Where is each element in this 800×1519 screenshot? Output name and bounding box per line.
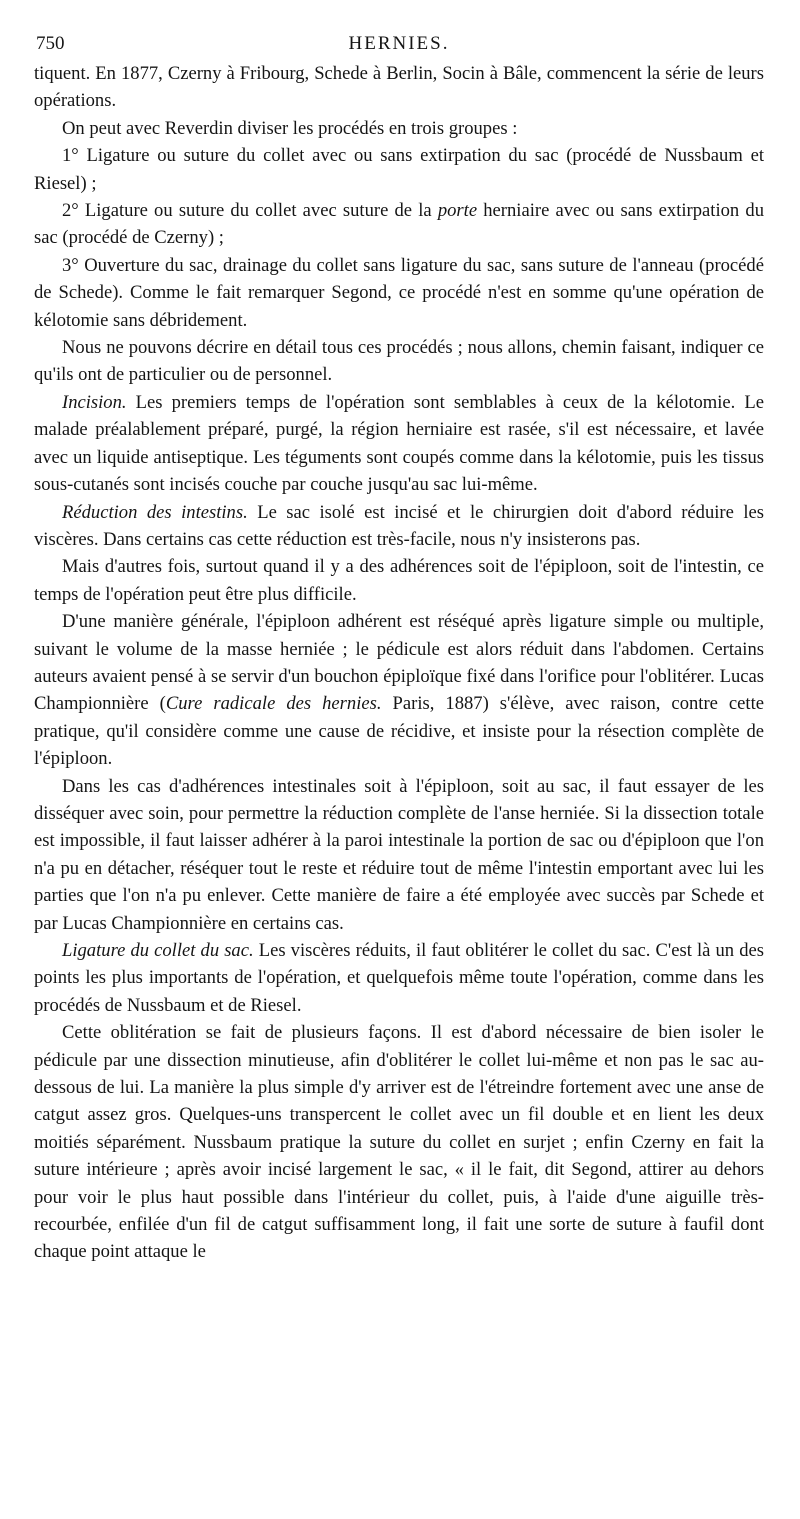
heading-incision: Incision. [62,391,127,413]
paragraph-ligature: Ligature du collet du sac. Les viscères réduits, il faut oblitérer le collet du sac. C'est là un des points les plus importants de l'opération, et quelquefois même toute l'opération, comme dans les procédés de Nussbaum et de Riesel. [34,940,764,1016]
section-title: HERNIES. [348,33,450,54]
paragraph-intestinal-adhesions: Dans les cas d'adhérences intestinales soit à l'épiploon, soit au sac, il faut essayer de les disséquer avec soin, pour permettre la réduction complète de l'anse herniée. Si la dissection totale est impossible, il faut laisser adhérer à la paroi intestinale la portion de sac ou d'épiploon que l'on n'a pu en détacher, réséquer tout le reste et réduire tout de même l'intestin emportant avec lui les parties que l'on n'a pu enlever. Cette manière de faire a été employée avec succès par Schede et par Lucas Championnière en certains cas. [34,775,764,934]
paragraph-obliteration: Cette oblitération se fait de plusieurs façons. Il est d'abord nécessaire de bien isoler le pédicule par une dissection minutieuse, afin d'oblitérer le collet lui-même et non pas le sac au-dessous de lui. La manière la plus simple d'y arriver est de l'étreindre fortement avec une anse de catgut assez gros. Quelques-uns transpercent le collet avec un fil double et en lient les deux moitiés séparément. Nussbaum pratique la suture du collet en surjet ; enfin Czerny en fait la suture intérieure ; après avoir incisé largement le sac, « il le fait, dit Segond, attirer au dehors pour voir le plus haut possible dans l'intérieur du collet, puis, à l'aide d'une aiguille très-recourbée, enfilée d'un fil de catgut suffisamment long, il fait une sorte de suture à faufil dont chaque point attaque le [34,1022,764,1263]
paragraph-overview: Nous ne pouvons décrire en détail tous ces procédés ; nous allons, chemin faisant, indiquer ce qu'ils ont de particulier ou de personnel. [34,337,764,386]
paragraph-incision: Incision. Les premiers temps de l'opération sont semblables à ceux de la kélotomie. Le malade préalablement préparé, purgé, la région herniaire est rasée, s'il est nécessaire, et lavée avec un liquide antiseptique. Les téguments sont coupés comme dans la kélotomie, puis les tissus sous-cutanés sont incisés couche par couche jusqu'au sac lui-même. [34,391,764,496]
paragraph-continuation: tiquent. En 1877, Czerny à Fribourg, Schede à Berlin, Socin à Bâle, commencent la série de leurs opérations. [34,63,764,112]
heading-reduction: Réduction des intestins. [62,501,248,523]
body-text [34,60,764,1266]
heading-ligature: Ligature du collet du sac. [62,940,254,961]
paragraph-group-1: 1° Ligature ou suture du collet avec ou sans extirpation du sac (procédé de Nussbaum et Riesel) ; [34,145,764,194]
paragraph-epiploon: D'une manière générale, l'épiploon adhérent est réséqué après ligature simple ou multiple, suivant le volume de la masse herniée ; le pédicule est alors réduit dans l'abdomen. Certains auteurs avaient pensé à se servir d'un bouchon épiploïque fixé dans l'orifice pour l'oblitérer. Lucas Championnière (Cure radicale des hernies. Paris, 1887) s'élève, avec raison, contre cette pratique, qu'il considère comme une cause de récidive, et insiste pour la résection complète de l'épiploon. [34,611,764,770]
running-head [34,30,764,60]
paragraph-reduction: Réduction des intestins. Le sac isolé est incisé et le chirurgien doit d'abord réduire les viscères. Dans certains cas cette réduction est très-facile, nous n'y insisterons pas. [34,501,764,550]
paragraph-groups-intro: On peut avec Reverdin diviser les procédés en trois groupes : [62,117,518,139]
paragraph-group-2: 2° Ligature ou suture du collet avec suture de la porte herniaire avec ou sans extirpation du sac (procédé de Czerny) ; [34,200,764,249]
page-number: 750 [36,33,65,54]
paragraph-group-3: 3° Ouverture du sac, drainage du collet sans ligature du sac, sans suture de l'anneau (procédé de Schede). Comme le fait remarquer Segond, ce procédé n'est en somme qu'une opération de kélotomie sans débridement. [34,254,764,331]
citation-title: Cure radicale des hernies. [165,693,382,715]
paragraph-adhesions: Mais d'autres fois, surtout quand il y a des adhérences soit de l'épiploon, soit de l'intestin, ce temps de l'opération peut être plus difficile. [34,556,764,605]
